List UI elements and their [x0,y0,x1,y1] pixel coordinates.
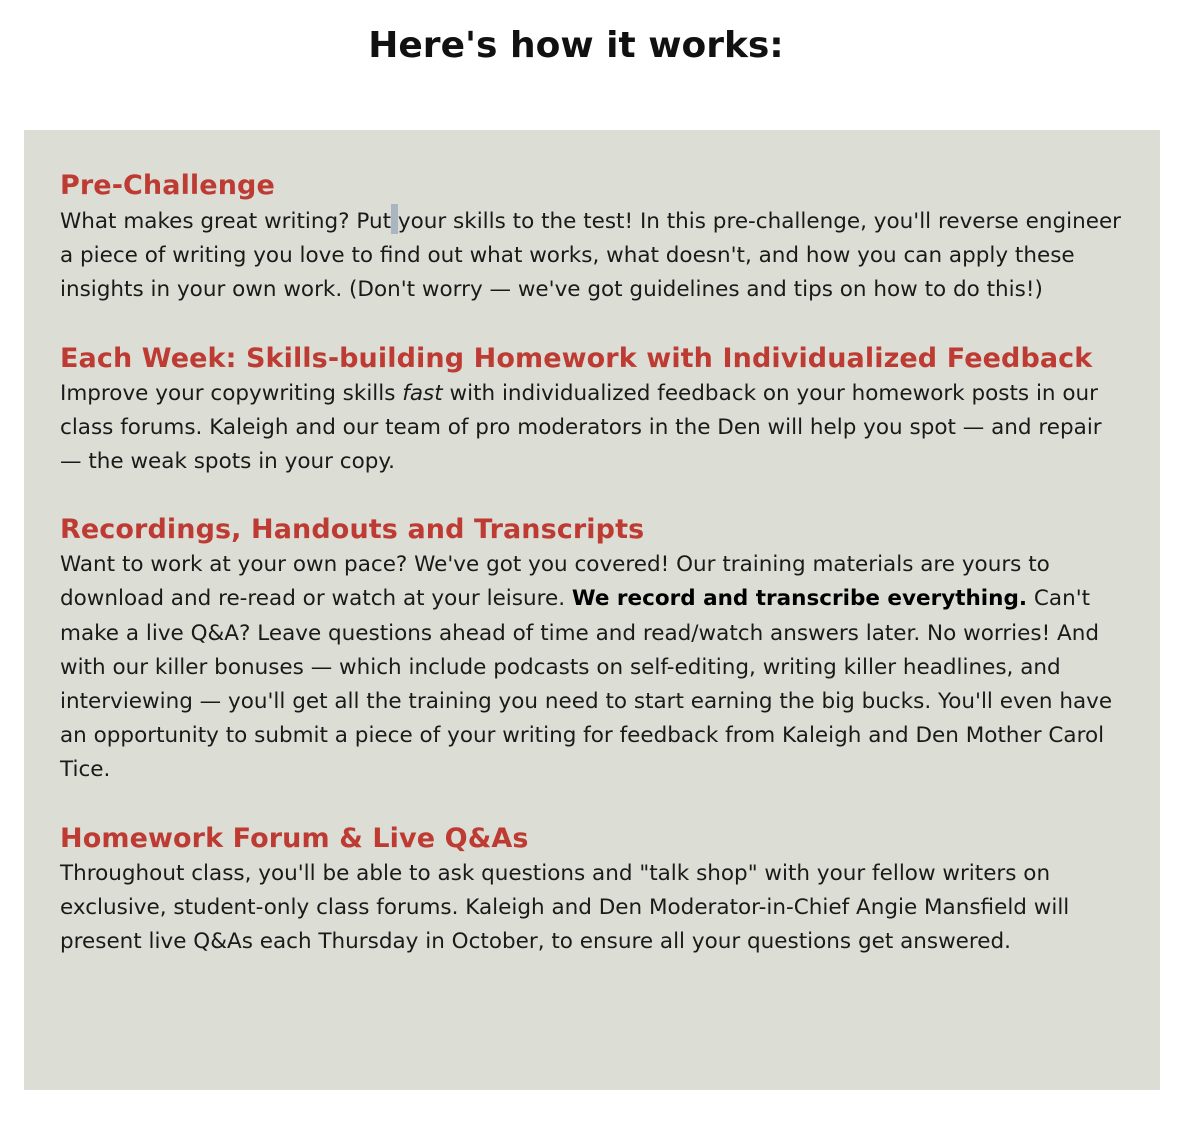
section-body [60,377,1124,480]
emphasis-text: fast [402,380,443,406]
section-recordings [60,512,1124,787]
section-heading: Recordings, Handouts and Transcripts [60,514,645,546]
section-pre-challenge [60,168,1124,308]
info-panel [24,130,1160,1090]
section-body [60,548,1124,787]
body-text: Throughout class, you'll be able to ask questions and "talk shop" with your fellow writers on exclusive, student-only class forums. Kaleigh and Den Moderator-in-Chief Angie Mansfield will present live Q&As each Thursday in October, to ensure all your questions get answered. [60,860,1070,955]
section-heading: Pre-Challenge [60,170,275,201]
body-text: Can't make a live Q&A? Leave questions ahead of time and read/watch answers later. No worries! And with our killer bonuses — which include podcasts on self-editing, writing killer headlines, and interviewing — you'll get all the training you need to start earning the big bucks. You'll even have an opportunity to submit a piece of your writing for feedback from Kaleigh and Den Mother Carol Tice. [60,586,1113,783]
body-text: your skills to the test! In this pre-challenge, you'll reverse engineer a piece of writing you love to find out what works, what doesn't, and how you can apply these insights in your own work. (Don't worry — we've got guidelines and tips on how to do this!) [60,209,1122,303]
section-heading: Each Week: Skills-building Homework with Individualized Feedback [60,342,1093,374]
bold-text: We record and transcribe everything. [571,586,1028,612]
section-homework-forum [60,821,1124,960]
section-body[interactable] [60,204,1124,308]
body-text: Want to work at your own pace? We've got you covered! Our training materials are yours to download and re-read or watch at your leisure. [60,552,1050,612]
section-heading: Homework Forum & Live Q&As [60,822,529,854]
body-text: Improve your copywriting skills [60,380,403,406]
section-weekly-homework [60,341,1124,480]
body-text: What makes great writing? Put [60,209,392,234]
section-body [60,857,1124,960]
page-title: Here's how it works: [368,25,784,66]
body-text: with individualized feedback on your homework posts in our class forums. Kaleigh and our team of pro moderators in the Den will help you spot — and repair — the weak spots in your copy. [60,380,1102,475]
